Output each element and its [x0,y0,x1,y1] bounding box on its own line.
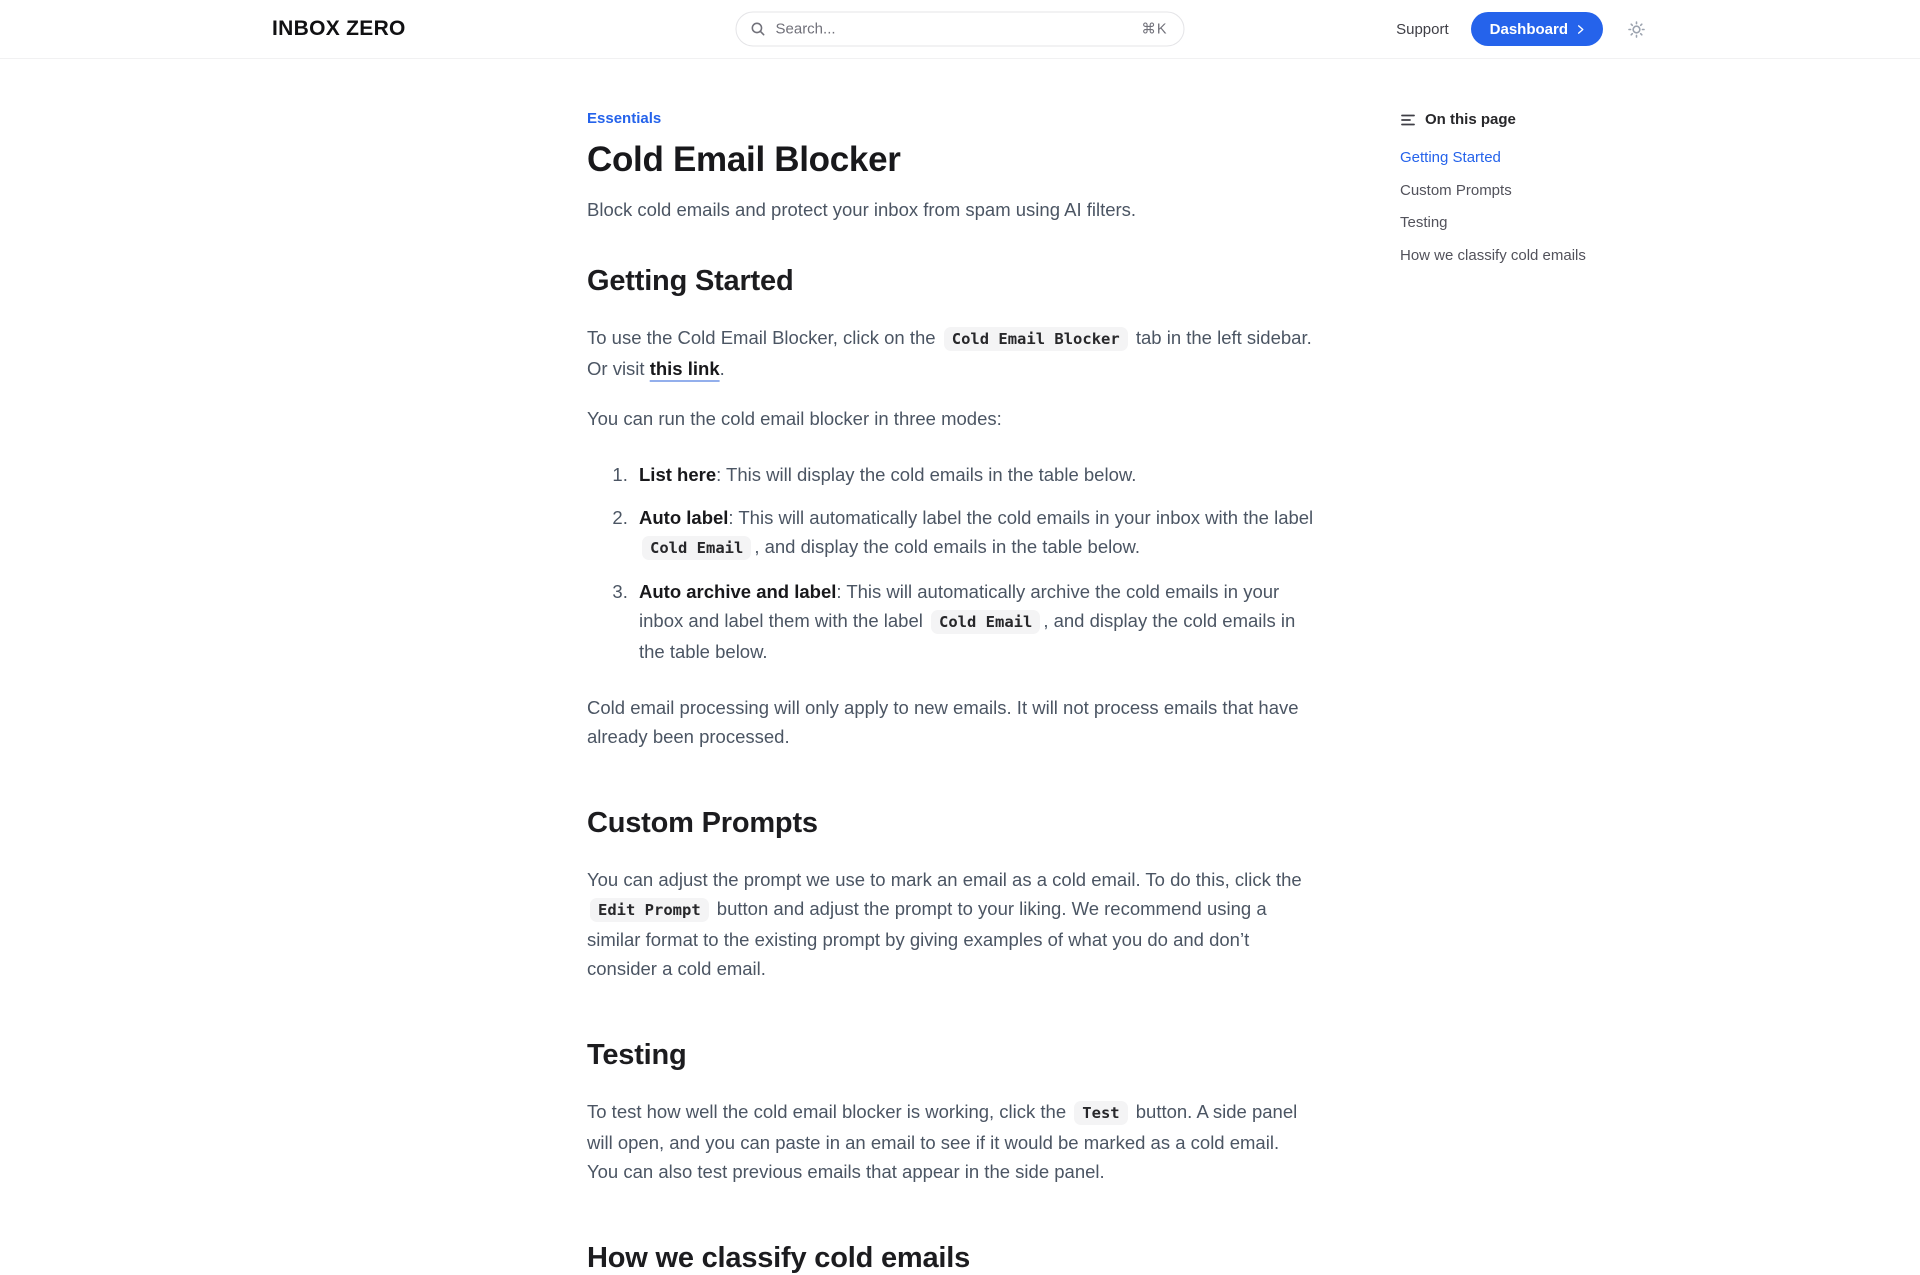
text-run: To use the Cold Email Blocker, click on the [587,327,941,348]
page-subtitle: Block cold emails and protect your inbox from spam using AI filters. [587,199,1137,220]
dashboard-button-label: Dashboard [1489,20,1568,38]
text-run: . [719,358,725,379]
paragraph [587,865,1315,983]
heading-custom-prompts: Custom Prompts [587,807,818,839]
sun-icon [1627,20,1646,39]
dashboard-button[interactable] [1471,12,1603,46]
list-item-lead: List here [639,464,717,485]
text-run: : This will automatically label the cold emails in your inbox with the label [728,507,1314,528]
inline-code: Cold Email [642,536,751,560]
toc-item-getting-started[interactable]: Getting Started [1400,149,1501,166]
inline-code: Cold Email Blocker [944,327,1128,351]
list-item-list-here [633,460,1315,489]
toc-header [1400,111,1648,128]
brand-logo[interactable]: INBOX ZERO [272,17,406,40]
search-bar[interactable] [736,12,1185,47]
heading-getting-started: Getting Started [587,265,794,297]
toc-header-label: On this page [1425,111,1516,128]
chevron-right-icon [1575,24,1586,35]
heading-testing: Testing [587,1039,687,1071]
text-run: tab in the left sidebar. Or visit [587,327,1312,379]
list-item-auto-archive [633,577,1315,666]
heading-classification: How we classify cold emails [587,1242,971,1274]
list-item-lead: Auto archive and label [639,581,837,602]
text-run: : This will automatically archive the cold emails in your inbox and label them with the label [639,581,1280,631]
paragraph [587,323,1315,383]
search-shortcut-hint: ⌘K [1141,21,1168,37]
inline-code: Edit Prompt [590,898,709,922]
top-navbar [0,0,1920,59]
text-run: button. A side panel will open, and you can paste in an email to see if it would be marked as a cold email. You can also test previous emails that appear in the side panel. [587,1101,1298,1182]
navbar-actions [1396,12,1648,46]
search-input[interactable] [776,21,1133,38]
theme-toggle-button[interactable] [1625,18,1648,41]
text-run: , and display the cold emails in the table below. [639,610,1296,662]
toc-lines-icon [1400,112,1416,128]
page-container [272,59,1648,1275]
paragraph [587,1097,1315,1186]
paragraph: You can run the cold email blocker in three modes: [587,408,1002,429]
inline-code: Cold Email [931,610,1040,634]
text-run: : This will display the cold emails in the table below. [716,464,1137,485]
this-link[interactable]: this link [649,358,720,379]
toc-item-testing[interactable]: Testing [1400,214,1448,231]
list-item-auto-label [633,503,1315,563]
toc-item-classification[interactable]: How we classify cold emails [1400,246,1586,264]
on-this-page-panel [1400,111,1648,279]
navbar-inner [272,12,1648,46]
text-run: , and display the cold emails in the table below. [754,536,1140,557]
paragraph: Cold email processing will only apply to new emails. It will not process emails that have already been processed. [587,697,1299,747]
inline-code: Test [1074,1101,1127,1125]
text-run: To test how well the cold email blocker is working, click the [587,1101,1072,1122]
list-item-lead: Auto label [639,507,729,528]
text-run: You can adjust the prompt we use to mark an email as a cold email. To do this, click the [587,869,1302,890]
modes-list [587,460,1315,666]
article-content [587,110,1315,1275]
page-title: Cold Email Blocker [587,140,901,179]
breadcrumb[interactable]: Essentials [587,110,662,127]
search-icon [750,21,767,38]
support-link[interactable]: Support [1396,20,1449,38]
text-run: button and adjust the prompt to your liking. We recommend using a similar format to the existing prompt by giving examples of what you do and don’t consider a cold email. [587,898,1267,979]
toc-item-custom-prompts[interactable]: Custom Prompts [1400,181,1512,199]
